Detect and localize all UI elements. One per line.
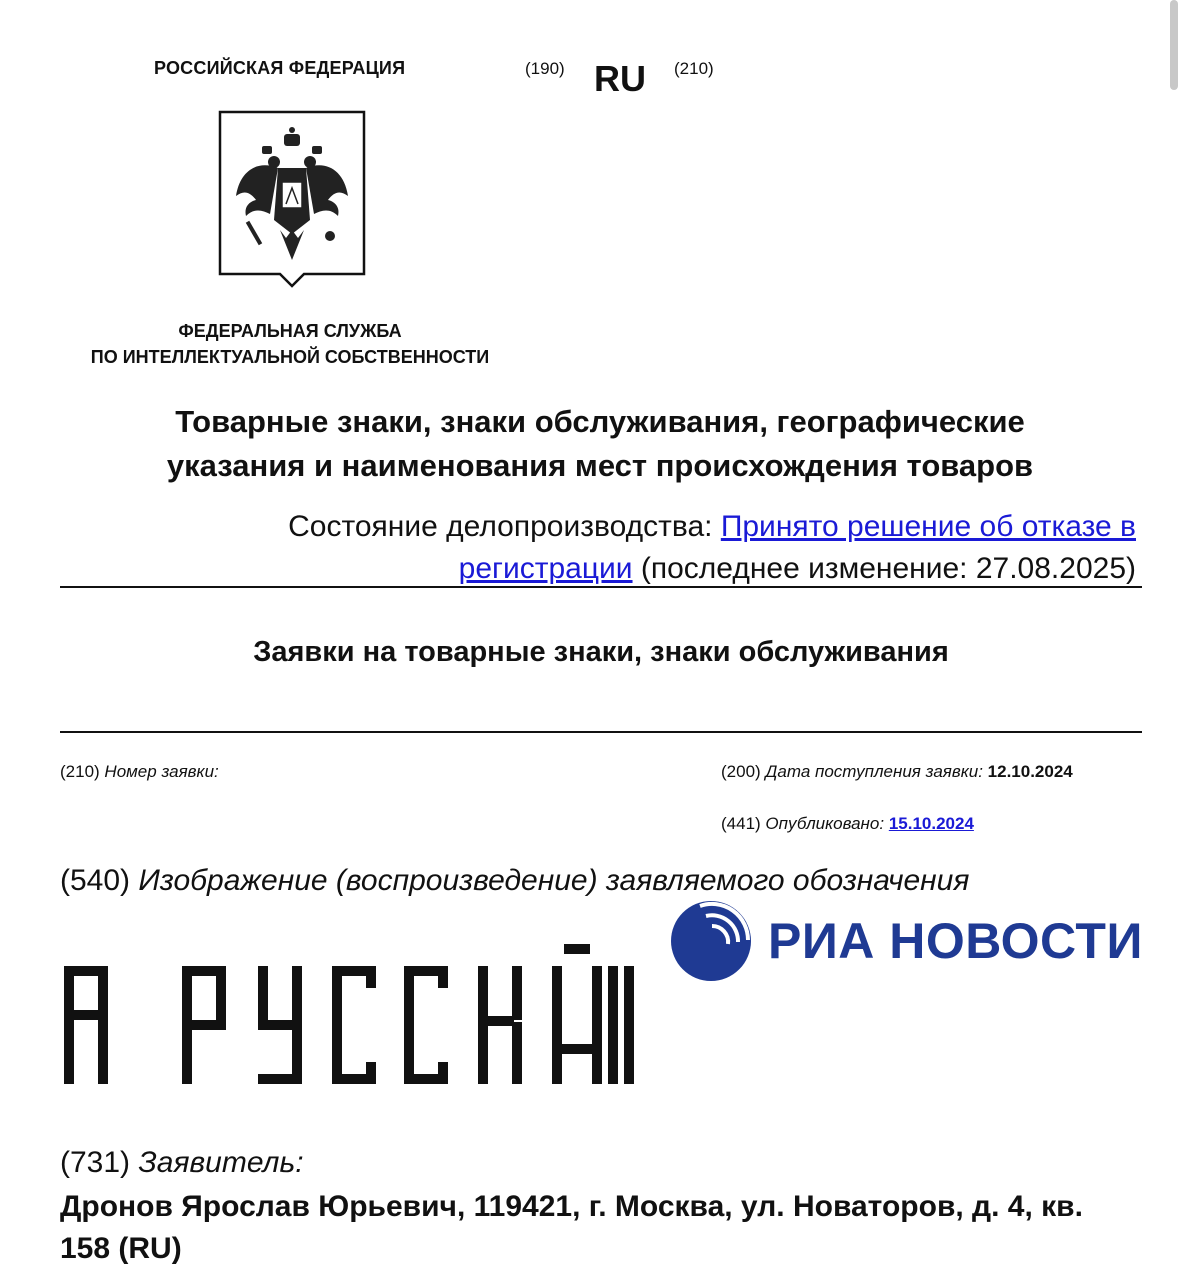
- field-published-label: Опубликовано:: [765, 814, 885, 833]
- field-image-label: Изображение (воспроизведение) заявляемого обозначения: [138, 864, 970, 897]
- trademark-image: [60, 944, 652, 1084]
- field-filing-date-label: Дата поступления заявки:: [765, 762, 983, 781]
- agency-line-2: ПО ИНТЕЛЛЕКТУАЛЬНОЙ СОБСТВЕННОСТИ: [90, 347, 490, 367]
- field-applicant: [60, 1146, 304, 1180]
- case-status-link[interactable]: Принято решение об отказе в регистрации: [458, 510, 1136, 585]
- inid-code-210-header: (210): [674, 59, 714, 78]
- agency-name: [60, 318, 520, 370]
- field-image-code: (540): [60, 864, 131, 897]
- field-application-number: [60, 762, 219, 782]
- divider-top: [60, 586, 1142, 588]
- document-title-line-1: Товарные знаки, знаки обслуживания, географические: [175, 404, 1025, 439]
- field-filing-date: [721, 762, 1073, 782]
- field-filing-date-value: 12.10.2024: [987, 762, 1073, 781]
- ria-novosti-watermark: РИА НОВОСТИ: [768, 913, 1143, 969]
- applicant-details: Дронов Ярослав Юрьевич, 119421, г. Москва, ул. Новаторов, д. 4, кв. 158 (RU): [60, 1190, 1083, 1265]
- field-application-number-code: (210): [60, 762, 100, 781]
- case-status: [150, 506, 1136, 590]
- inid-code-190: (190): [525, 59, 565, 78]
- country-code: RU: [594, 58, 646, 99]
- field-published-code: (441): [721, 814, 761, 833]
- case-status-changed: (последнее изменение: 27.08.2025): [640, 552, 1136, 585]
- field-applicant-label: Заявитель:: [138, 1146, 304, 1179]
- field-application-number-label: Номер заявки:: [104, 762, 219, 781]
- ria-novosti-logo-icon: [670, 900, 752, 982]
- document-title-line-2: указания и наименования мест происхождения товаров: [166, 448, 1034, 483]
- country-name: РОССИЙСКАЯ ФЕДЕРАЦИЯ: [154, 58, 406, 78]
- section-title: Заявки на товарные знаки, знаки обслуживания: [253, 636, 949, 668]
- case-status-label: Состояние делопроизводства:: [288, 510, 713, 543]
- field-filing-date-code: (200): [721, 762, 761, 781]
- coat-of-arms-emblem: [218, 110, 366, 290]
- document-title: [100, 400, 1100, 488]
- field-image: [60, 864, 969, 898]
- field-applicant-code: (731): [60, 1146, 131, 1179]
- field-published: [721, 814, 974, 834]
- agency-line-1: ФЕДЕРАЛЬНАЯ СЛУЖБА: [178, 321, 402, 341]
- field-published-link[interactable]: 15.10.2024: [888, 814, 974, 833]
- scrollbar-thumb[interactable]: [1170, 0, 1178, 90]
- divider-section: [60, 731, 1142, 733]
